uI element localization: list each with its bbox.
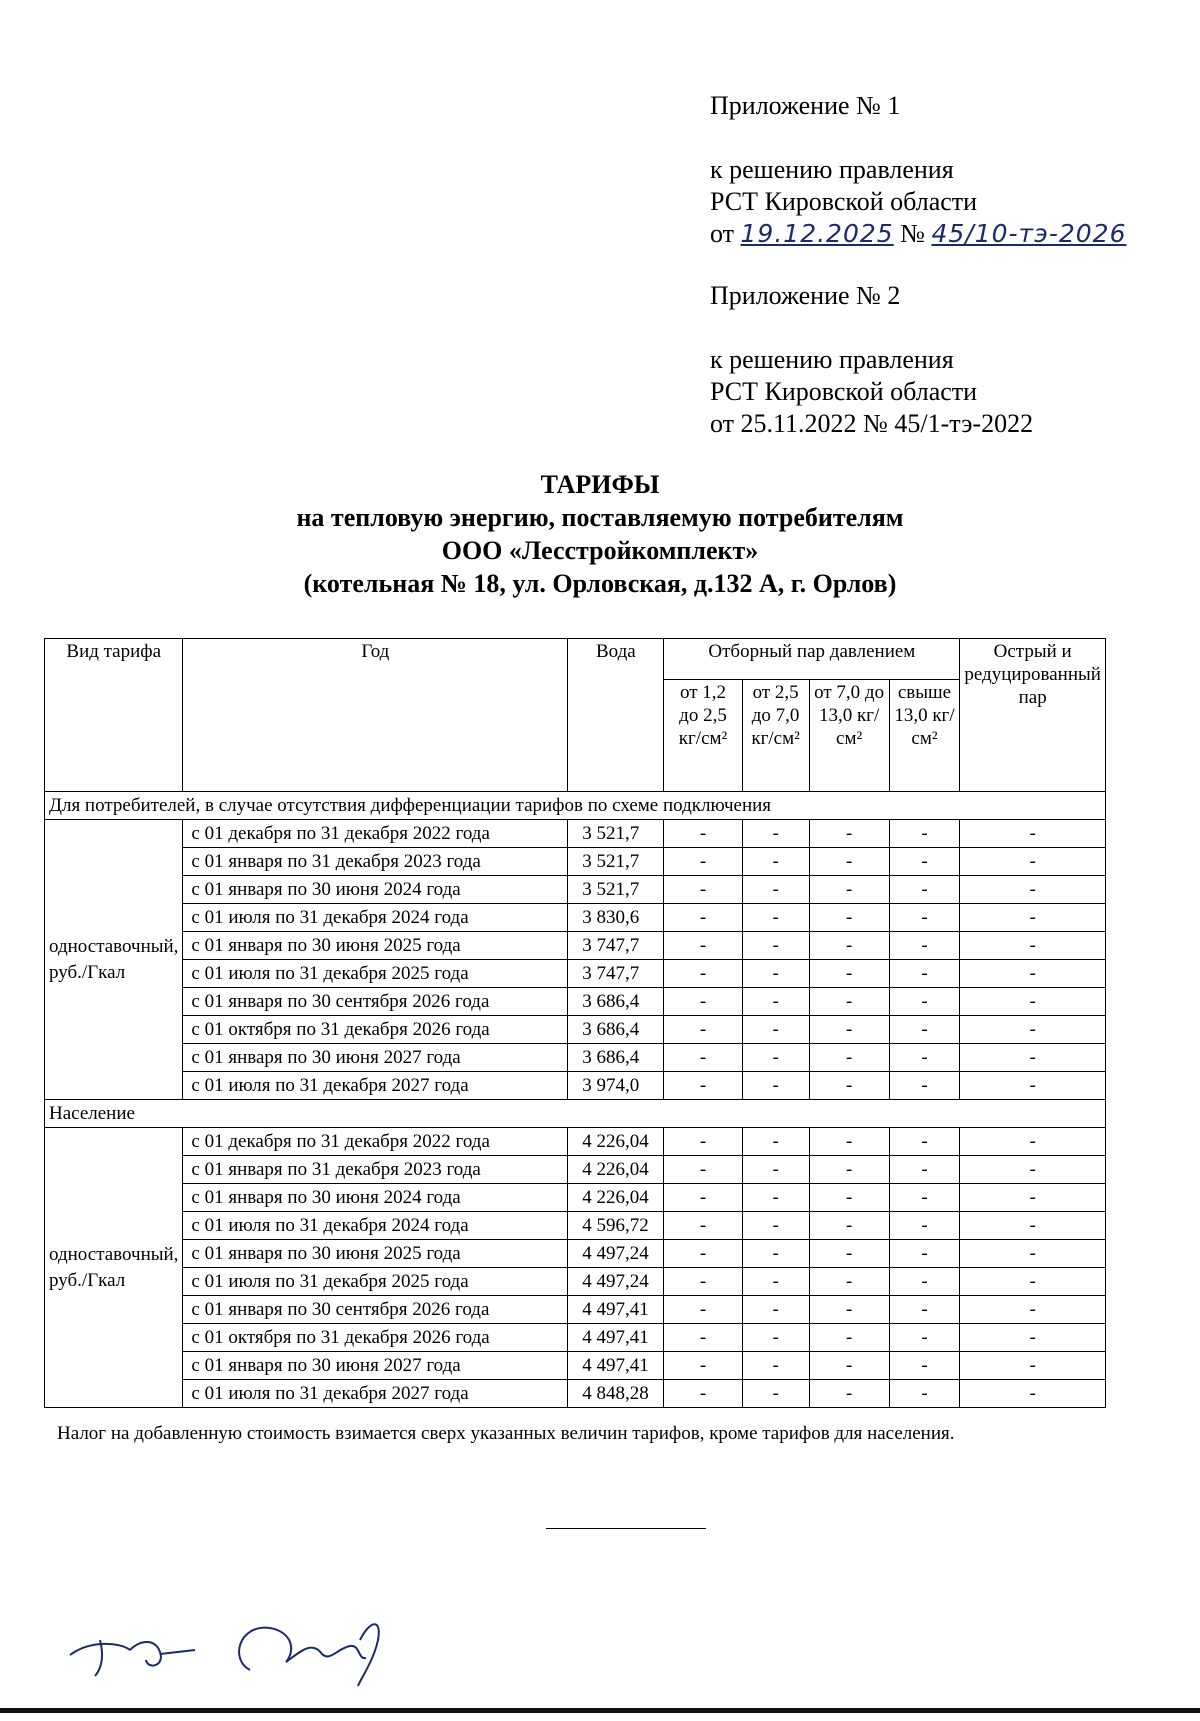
- steam-4-cell: -: [889, 932, 960, 960]
- steam-1-cell: -: [664, 876, 742, 904]
- water-cell: 3 521,7: [568, 876, 664, 904]
- steam-3-cell: -: [809, 1240, 889, 1268]
- section-row: [45, 792, 1106, 820]
- steam-3-cell: -: [809, 960, 889, 988]
- water-cell: 3 747,7: [568, 932, 664, 960]
- steam-2-cell: -: [742, 1044, 809, 1072]
- steam-2-cell: -: [742, 848, 809, 876]
- steam-1-cell: -: [664, 848, 742, 876]
- sharp-steam-cell: -: [960, 1324, 1106, 1352]
- water-cell: 3 686,4: [568, 988, 664, 1016]
- steam-2-cell: -: [742, 1016, 809, 1044]
- water-cell: 3 747,7: [568, 960, 664, 988]
- annex-1-date-prefix: от: [710, 219, 735, 248]
- steam-1-cell: -: [664, 1184, 742, 1212]
- header-sharp-steam: Острый и редуцированный пар: [960, 639, 1106, 792]
- water-cell: 4 497,24: [568, 1240, 664, 1268]
- period-cell: с 01 января по 30 сентября 2026 года: [183, 988, 568, 1016]
- steam-3-cell: -: [809, 1324, 889, 1352]
- steam-4-cell: -: [889, 1324, 960, 1352]
- water-cell: 3 521,7: [568, 848, 664, 876]
- steam-4-cell: -: [889, 1016, 960, 1044]
- steam-3-cell: -: [809, 1128, 889, 1156]
- annex-1-title: Приложение № 1: [710, 91, 901, 120]
- steam-4-cell: -: [889, 988, 960, 1016]
- steam-3-cell: -: [809, 1212, 889, 1240]
- document-subtitle-line1: на тепловую энергию, поставляемую потребителям: [296, 503, 904, 532]
- annex-1-number-prefix: №: [900, 219, 925, 248]
- water-cell: 3 686,4: [568, 1016, 664, 1044]
- period-cell: с 01 октября по 31 декабря 2026 года: [183, 1324, 568, 1352]
- steam-1-cell: -: [664, 1156, 742, 1184]
- table-row: [45, 932, 1106, 960]
- steam-1-cell: -: [664, 1380, 742, 1408]
- water-cell: 4 497,24: [568, 1268, 664, 1296]
- separator-line: [546, 1528, 706, 1529]
- annex-1-ref-line1: к решению правления: [710, 155, 954, 184]
- steam-1-cell: -: [664, 1072, 742, 1100]
- period-cell: с 01 июля по 31 декабря 2024 года: [183, 1212, 568, 1240]
- steam-3-cell: -: [809, 1296, 889, 1324]
- water-cell: 4 226,04: [568, 1184, 664, 1212]
- period-cell: с 01 января по 31 декабря 2023 года: [183, 1156, 568, 1184]
- tariffs-table: [44, 638, 1106, 1408]
- header-water: Вода: [568, 639, 664, 792]
- steam-2-cell: -: [742, 1072, 809, 1100]
- period-cell: с 01 июля по 31 декабря 2024 года: [183, 904, 568, 932]
- tariff-type-cell: одноставочный, руб./Гкал: [45, 1128, 183, 1408]
- table-row: [45, 1268, 1106, 1296]
- table-row: [45, 1184, 1106, 1212]
- steam-1-cell: -: [664, 1296, 742, 1324]
- sharp-steam-cell: -: [960, 1184, 1106, 1212]
- table-row: [45, 1156, 1106, 1184]
- period-cell: с 01 июля по 31 декабря 2025 года: [183, 960, 568, 988]
- steam-4-cell: -: [889, 1380, 960, 1408]
- sharp-steam-cell: -: [960, 932, 1106, 960]
- steam-3-cell: -: [809, 1072, 889, 1100]
- water-cell: 4 596,72: [568, 1212, 664, 1240]
- steam-3-cell: -: [809, 1380, 889, 1408]
- steam-3-cell: -: [809, 1268, 889, 1296]
- steam-1-cell: -: [664, 1352, 742, 1380]
- steam-4-cell: -: [889, 1296, 960, 1324]
- document-subtitle-line3: (котельная № 18, ул. Орловская, д.132 А, г. Орлов): [303, 569, 897, 598]
- water-cell: 4 848,28: [568, 1380, 664, 1408]
- table-row: [45, 1296, 1106, 1324]
- steam-4-cell: -: [889, 1156, 960, 1184]
- sharp-steam-cell: -: [960, 820, 1106, 848]
- sharp-steam-cell: -: [960, 960, 1106, 988]
- period-cell: с 01 января по 30 июня 2024 года: [183, 876, 568, 904]
- sharp-steam-cell: -: [960, 1128, 1106, 1156]
- steam-3-cell: -: [809, 876, 889, 904]
- steam-2-cell: -: [742, 1128, 809, 1156]
- steam-4-cell: -: [889, 1184, 960, 1212]
- table-row: [45, 960, 1106, 988]
- period-cell: с 01 июля по 31 декабря 2027 года: [183, 1380, 568, 1408]
- steam-3-cell: -: [809, 1352, 889, 1380]
- period-cell: с 01 июля по 31 декабря 2027 года: [183, 1072, 568, 1100]
- water-cell: 3 521,7: [568, 820, 664, 848]
- table-row: [45, 820, 1106, 848]
- steam-1-cell: -: [664, 1212, 742, 1240]
- period-cell: с 01 января по 30 сентября 2026 года: [183, 1296, 568, 1324]
- table-row: [45, 1212, 1106, 1240]
- steam-2-cell: -: [742, 1296, 809, 1324]
- table-row: [45, 1240, 1106, 1268]
- period-cell: с 01 января по 30 июня 2027 года: [183, 1352, 568, 1380]
- steam-3-cell: -: [809, 932, 889, 960]
- period-cell: с 01 января по 30 июня 2027 года: [183, 1044, 568, 1072]
- section-row: [45, 1100, 1106, 1128]
- steam-1-cell: -: [664, 932, 742, 960]
- water-cell: 4 497,41: [568, 1324, 664, 1352]
- steam-1-cell: -: [664, 820, 742, 848]
- steam-4-cell: -: [889, 848, 960, 876]
- table-row: [45, 848, 1106, 876]
- vat-note: Налог на добавленную стоимость взимается сверх указанных величин тарифов, кроме тарифов для населения.: [57, 1423, 955, 1444]
- table-row: [45, 1016, 1106, 1044]
- sharp-steam-cell: -: [960, 988, 1106, 1016]
- water-cell: 4 497,41: [568, 1352, 664, 1380]
- header-year: Год: [183, 639, 568, 792]
- period-cell: с 01 декабря по 31 декабря 2022 года: [183, 820, 568, 848]
- document-title-block: [0, 468, 1200, 600]
- signature-image: [60, 1610, 420, 1690]
- steam-4-cell: -: [889, 960, 960, 988]
- sharp-steam-cell: -: [960, 1296, 1106, 1324]
- header-steam-3: от 7,0 до 13,0 кг/см²: [809, 679, 889, 791]
- water-cell: 3 974,0: [568, 1072, 664, 1100]
- sharp-steam-cell: -: [960, 848, 1106, 876]
- table-row: [45, 1072, 1106, 1100]
- header-steam-4: свыше 13,0 кг/см²: [889, 679, 960, 791]
- steam-3-cell: -: [809, 904, 889, 932]
- annex-2-ref-line3: от 25.11.2022 № 45/1-тэ-2022: [710, 409, 1034, 438]
- tariff-type-cell: одноставочный, руб./Гкал: [45, 820, 183, 1100]
- document-subtitle-line2: ООО «Лесстройкомплект»: [441, 536, 759, 565]
- steam-1-cell: -: [664, 1016, 742, 1044]
- steam-4-cell: -: [889, 876, 960, 904]
- annex-2-ref-line1: к решению правления: [710, 345, 954, 374]
- table-row: [45, 1380, 1106, 1408]
- steam-1-cell: -: [664, 988, 742, 1016]
- header-steam: Отборный пар давлением: [664, 639, 960, 680]
- steam-1-cell: -: [664, 1240, 742, 1268]
- table-row: [45, 904, 1106, 932]
- steam-2-cell: -: [742, 960, 809, 988]
- steam-1-cell: -: [664, 904, 742, 932]
- steam-2-cell: -: [742, 1184, 809, 1212]
- period-cell: с 01 июля по 31 декабря 2025 года: [183, 1268, 568, 1296]
- period-cell: с 01 января по 30 июня 2024 года: [183, 1184, 568, 1212]
- steam-4-cell: -: [889, 1072, 960, 1100]
- header-tariff-type: Вид тарифа: [45, 639, 183, 792]
- sharp-steam-cell: -: [960, 876, 1106, 904]
- period-cell: с 01 января по 30 июня 2025 года: [183, 932, 568, 960]
- water-cell: 4 226,04: [568, 1156, 664, 1184]
- tariffs-body: [45, 792, 1106, 1408]
- sharp-steam-cell: -: [960, 1268, 1106, 1296]
- steam-4-cell: -: [889, 1268, 960, 1296]
- sharp-steam-cell: -: [960, 904, 1106, 932]
- water-cell: 3 686,4: [568, 1044, 664, 1072]
- steam-2-cell: -: [742, 1324, 809, 1352]
- header-steam-1: от 1,2 до 2,5 кг/см²: [664, 679, 742, 791]
- table-row: [45, 1044, 1106, 1072]
- section-title: Население: [45, 1100, 1106, 1128]
- water-cell: 3 830,6: [568, 904, 664, 932]
- steam-2-cell: -: [742, 1212, 809, 1240]
- steam-2-cell: -: [742, 1240, 809, 1268]
- table-row: [45, 1128, 1106, 1156]
- sharp-steam-cell: -: [960, 1156, 1106, 1184]
- steam-4-cell: -: [889, 1128, 960, 1156]
- annex-1-block: [710, 90, 1126, 250]
- steam-2-cell: -: [742, 988, 809, 1016]
- steam-4-cell: -: [889, 820, 960, 848]
- sharp-steam-cell: -: [960, 1212, 1106, 1240]
- steam-1-cell: -: [664, 1268, 742, 1296]
- steam-3-cell: -: [809, 1044, 889, 1072]
- steam-2-cell: -: [742, 904, 809, 932]
- header-steam-2: от 2,5 до 7,0 кг/см²: [742, 679, 809, 791]
- annex-1-ref-line3: [710, 218, 1126, 250]
- sharp-steam-cell: -: [960, 1240, 1106, 1268]
- steam-3-cell: -: [809, 988, 889, 1016]
- steam-4-cell: -: [889, 1212, 960, 1240]
- steam-1-cell: -: [664, 1324, 742, 1352]
- steam-2-cell: -: [742, 1352, 809, 1380]
- annex-1-ref-line2: РСТ Кировской области: [710, 187, 978, 216]
- annex-2-title: Приложение № 2: [710, 281, 901, 310]
- steam-2-cell: -: [742, 1156, 809, 1184]
- sharp-steam-cell: -: [960, 1352, 1106, 1380]
- annex-2-block: [710, 280, 1033, 440]
- steam-2-cell: -: [742, 876, 809, 904]
- steam-2-cell: -: [742, 1268, 809, 1296]
- steam-4-cell: -: [889, 904, 960, 932]
- steam-3-cell: -: [809, 848, 889, 876]
- period-cell: с 01 декабря по 31 декабря 2022 года: [183, 1128, 568, 1156]
- period-cell: с 01 октября по 31 декабря 2026 года: [183, 1016, 568, 1044]
- annex-1-handwritten-number: 45/10-тэ-2026: [931, 219, 1127, 248]
- sharp-steam-cell: -: [960, 1380, 1106, 1408]
- steam-1-cell: -: [664, 1044, 742, 1072]
- section-title: Для потребителей, в случае отсутствия дифференциации тарифов по схеме подключения: [45, 792, 1106, 820]
- steam-3-cell: -: [809, 1016, 889, 1044]
- table-row: [45, 1352, 1106, 1380]
- steam-2-cell: -: [742, 820, 809, 848]
- steam-2-cell: -: [742, 1380, 809, 1408]
- table-row: [45, 876, 1106, 904]
- steam-4-cell: -: [889, 1044, 960, 1072]
- steam-3-cell: -: [809, 1156, 889, 1184]
- sharp-steam-cell: -: [960, 1072, 1106, 1100]
- table-row: [45, 988, 1106, 1016]
- steam-3-cell: -: [809, 1184, 889, 1212]
- sharp-steam-cell: -: [960, 1016, 1106, 1044]
- water-cell: 4 226,04: [568, 1128, 664, 1156]
- steam-4-cell: -: [889, 1240, 960, 1268]
- document-title: ТАРИФЫ: [540, 470, 660, 499]
- annex-2-ref-line2: РСТ Кировской области: [710, 377, 978, 406]
- scan-edge: [0, 1708, 1200, 1713]
- period-cell: с 01 января по 30 июня 2025 года: [183, 1240, 568, 1268]
- steam-2-cell: -: [742, 932, 809, 960]
- annex-1-handwritten-date: 19.12.2025: [740, 219, 894, 248]
- steam-4-cell: -: [889, 1352, 960, 1380]
- period-cell: с 01 января по 31 декабря 2023 года: [183, 848, 568, 876]
- water-cell: 4 497,41: [568, 1296, 664, 1324]
- steam-1-cell: -: [664, 1128, 742, 1156]
- sharp-steam-cell: -: [960, 1044, 1106, 1072]
- steam-1-cell: -: [664, 960, 742, 988]
- table-row: [45, 1324, 1106, 1352]
- steam-3-cell: -: [809, 820, 889, 848]
